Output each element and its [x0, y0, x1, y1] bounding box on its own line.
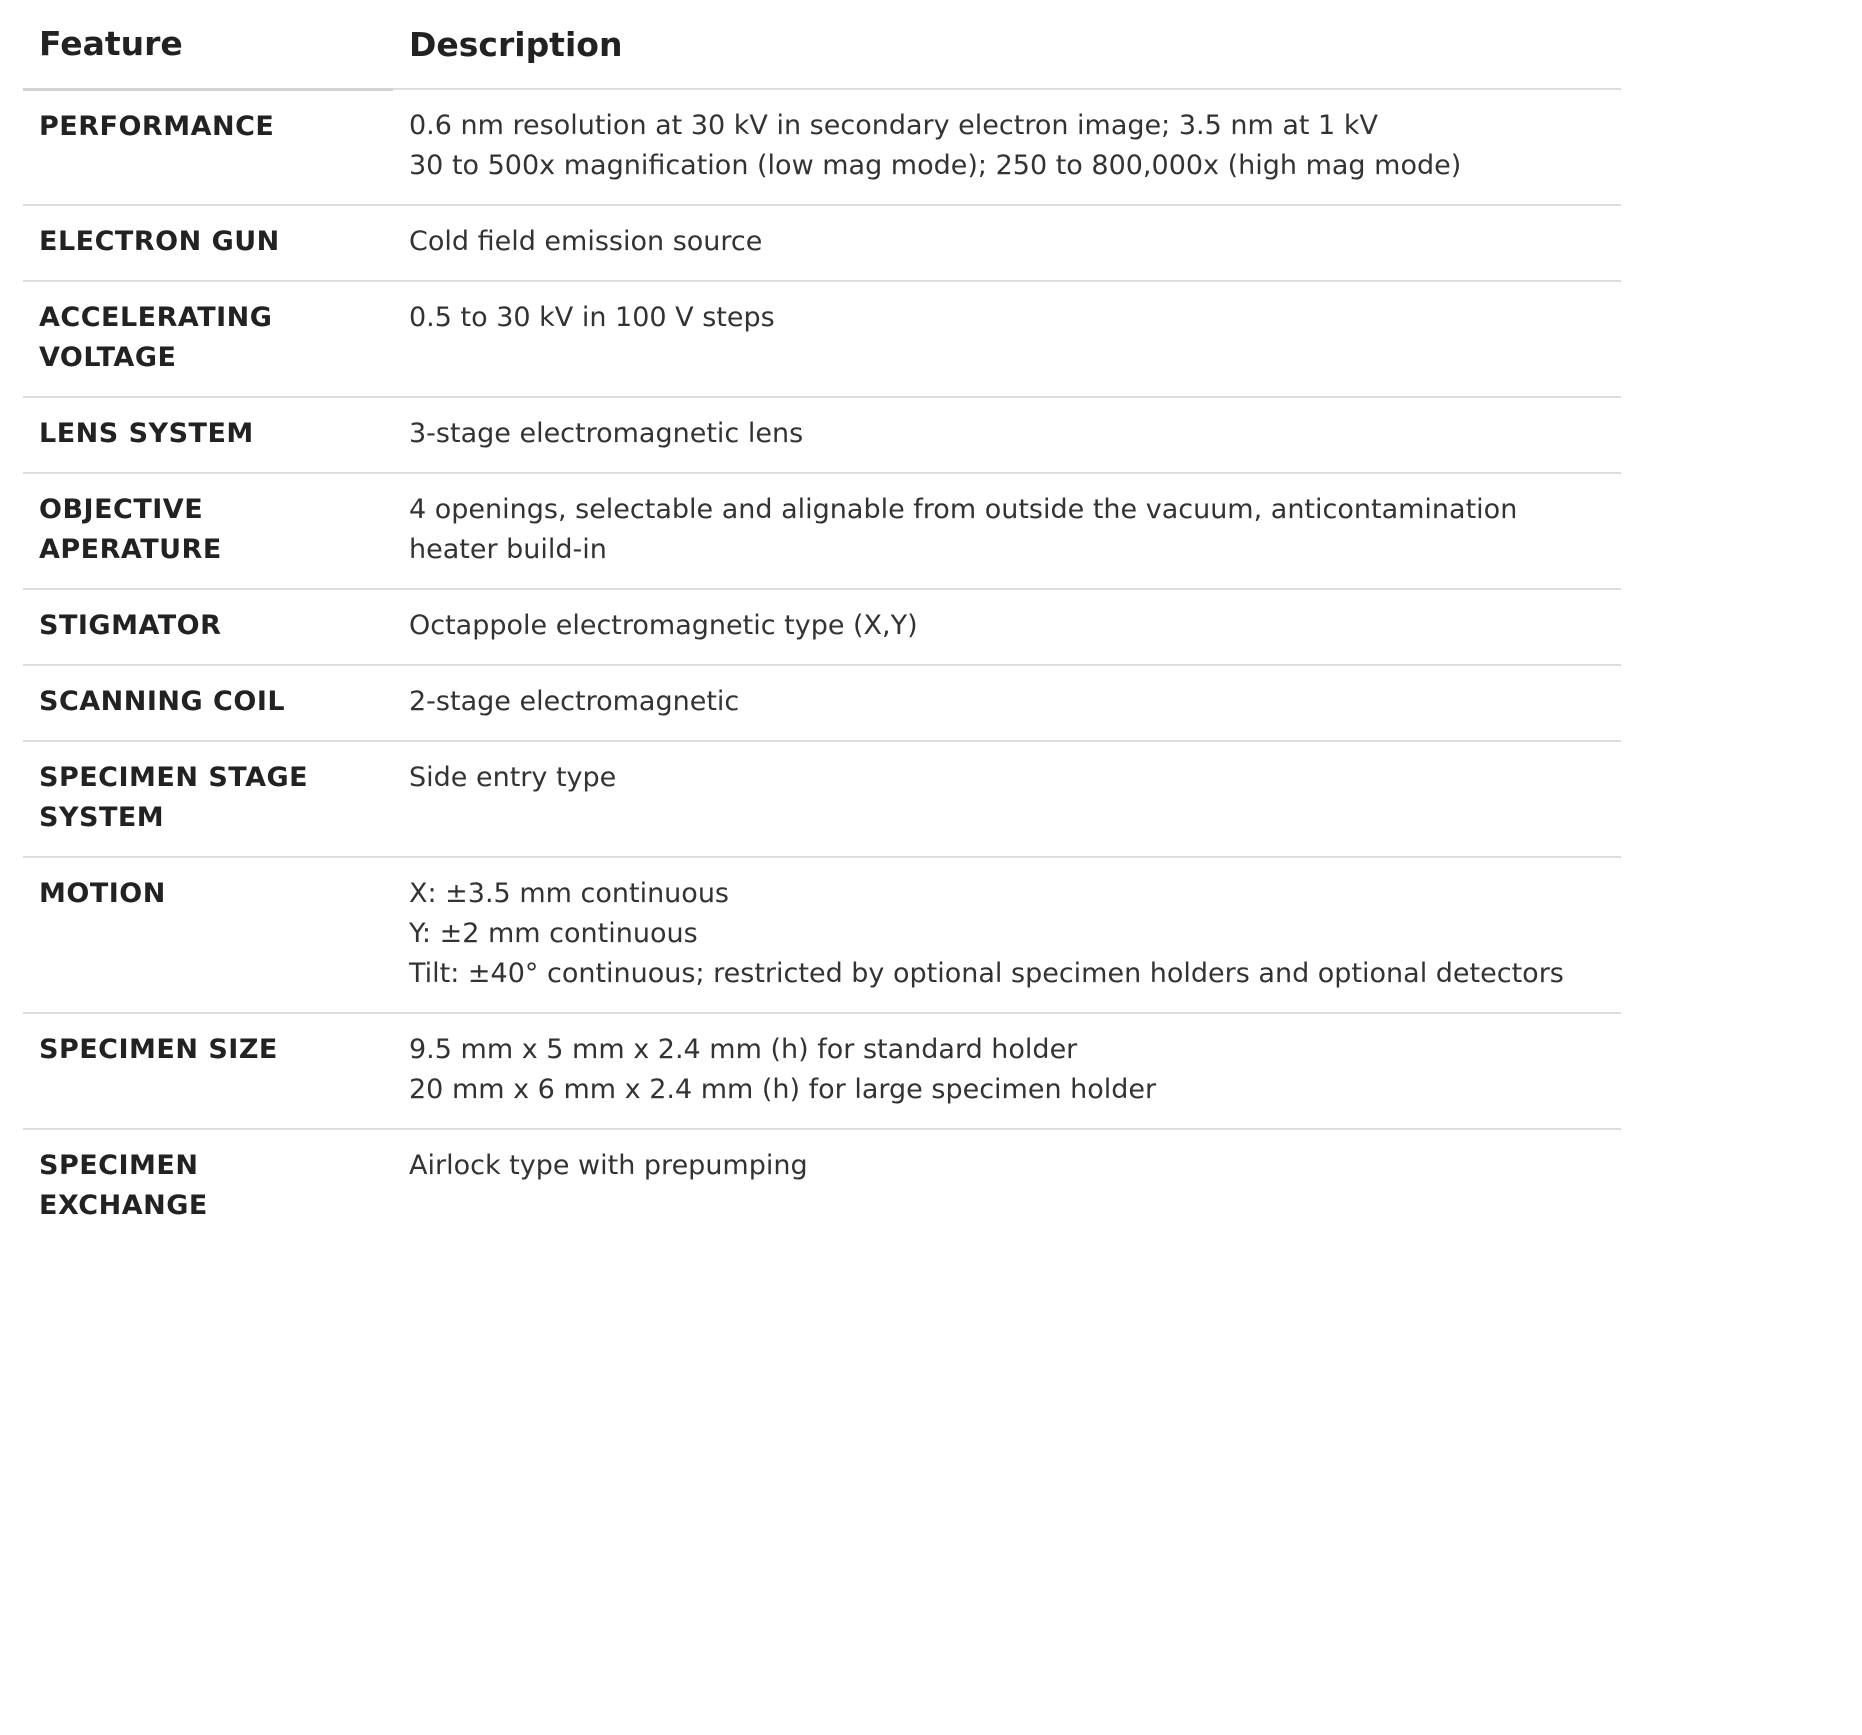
description-cell	[393, 473, 1621, 589]
description-line: 3-stage electromagnetic lens	[409, 418, 804, 449]
table-row	[23, 1129, 1621, 1244]
table-row	[23, 741, 1621, 857]
feature-cell: LENS SYSTEM	[23, 397, 393, 473]
table-row	[23, 473, 1621, 589]
feature-cell: PERFORMANCE	[23, 89, 393, 205]
description-cell	[393, 857, 1621, 1013]
table-row	[23, 589, 1621, 665]
description-cell	[393, 205, 1621, 281]
description-line: 2-stage electromagnetic	[409, 686, 740, 717]
description-line: X: ±3.5 mm continuous	[409, 878, 729, 909]
table-row	[23, 857, 1621, 1013]
description-cell	[393, 589, 1621, 665]
feature-cell: SPECIMEN SIZE	[23, 1013, 393, 1129]
description-cell	[393, 1013, 1621, 1129]
description-cell	[393, 741, 1621, 857]
description-cell	[393, 1129, 1621, 1244]
table-row	[23, 397, 1621, 473]
description-cell	[393, 397, 1621, 473]
feature-cell: STIGMATOR	[23, 589, 393, 665]
column-header-feature: Feature	[23, 0, 393, 89]
feature-cell: SCANNING COIL	[23, 665, 393, 741]
description-cell	[393, 89, 1621, 205]
feature-cell: OBJECTIVE APERATURE	[23, 473, 393, 589]
description-line: Side entry type	[409, 762, 617, 793]
table-row	[23, 1013, 1621, 1129]
description-cell	[393, 665, 1621, 741]
table-row	[23, 205, 1621, 281]
description-line: 30 to 500x magnification (low mag mode); 250 to 800,000x (high mag mode)	[409, 150, 1462, 181]
header-row	[23, 0, 1621, 89]
column-header-description: Description	[393, 0, 1621, 89]
specifications-table	[23, 0, 1621, 1244]
table-header	[23, 0, 1621, 89]
description-line: Y: ±2 mm continuous	[409, 918, 698, 949]
description-cell	[393, 281, 1621, 397]
description-line: 4 openings, selectable and alignable from outside the vacuum, anticontamination heater build-in	[409, 494, 1518, 565]
table-row	[23, 89, 1621, 205]
feature-cell: SPECIMEN STAGE SYSTEM	[23, 741, 393, 857]
feature-cell: MOTION	[23, 857, 393, 1013]
feature-cell: SPECIMEN EXCHANGE	[39, 1150, 208, 1221]
description-line: 9.5 mm x 5 mm x 2.4 mm (h) for standard holder	[409, 1034, 1078, 1065]
description-line: 20 mm x 6 mm x 2.4 mm (h) for large specimen holder	[409, 1074, 1157, 1105]
description-line: Airlock type with prepumping	[409, 1150, 808, 1181]
table-row	[23, 281, 1621, 397]
description-line: 0.5 to 30 kV in 100 V steps	[409, 302, 775, 333]
description-line: Cold field emission source	[409, 226, 763, 257]
table-body	[23, 89, 1621, 1244]
description-line: Tilt: ±40° continuous; restricted by optional specimen holders and optional detectors	[409, 958, 1564, 989]
description-line: Octappole electromagnetic type (X,Y)	[409, 610, 918, 641]
description-line: 0.6 nm resolution at 30 kV in secondary electron image; 3.5 nm at 1 kV	[409, 110, 1378, 141]
feature-cell: ELECTRON GUN	[23, 205, 393, 281]
table-row	[23, 665, 1621, 741]
feature-cell: ACCELERATING VOLTAGE	[23, 281, 393, 397]
